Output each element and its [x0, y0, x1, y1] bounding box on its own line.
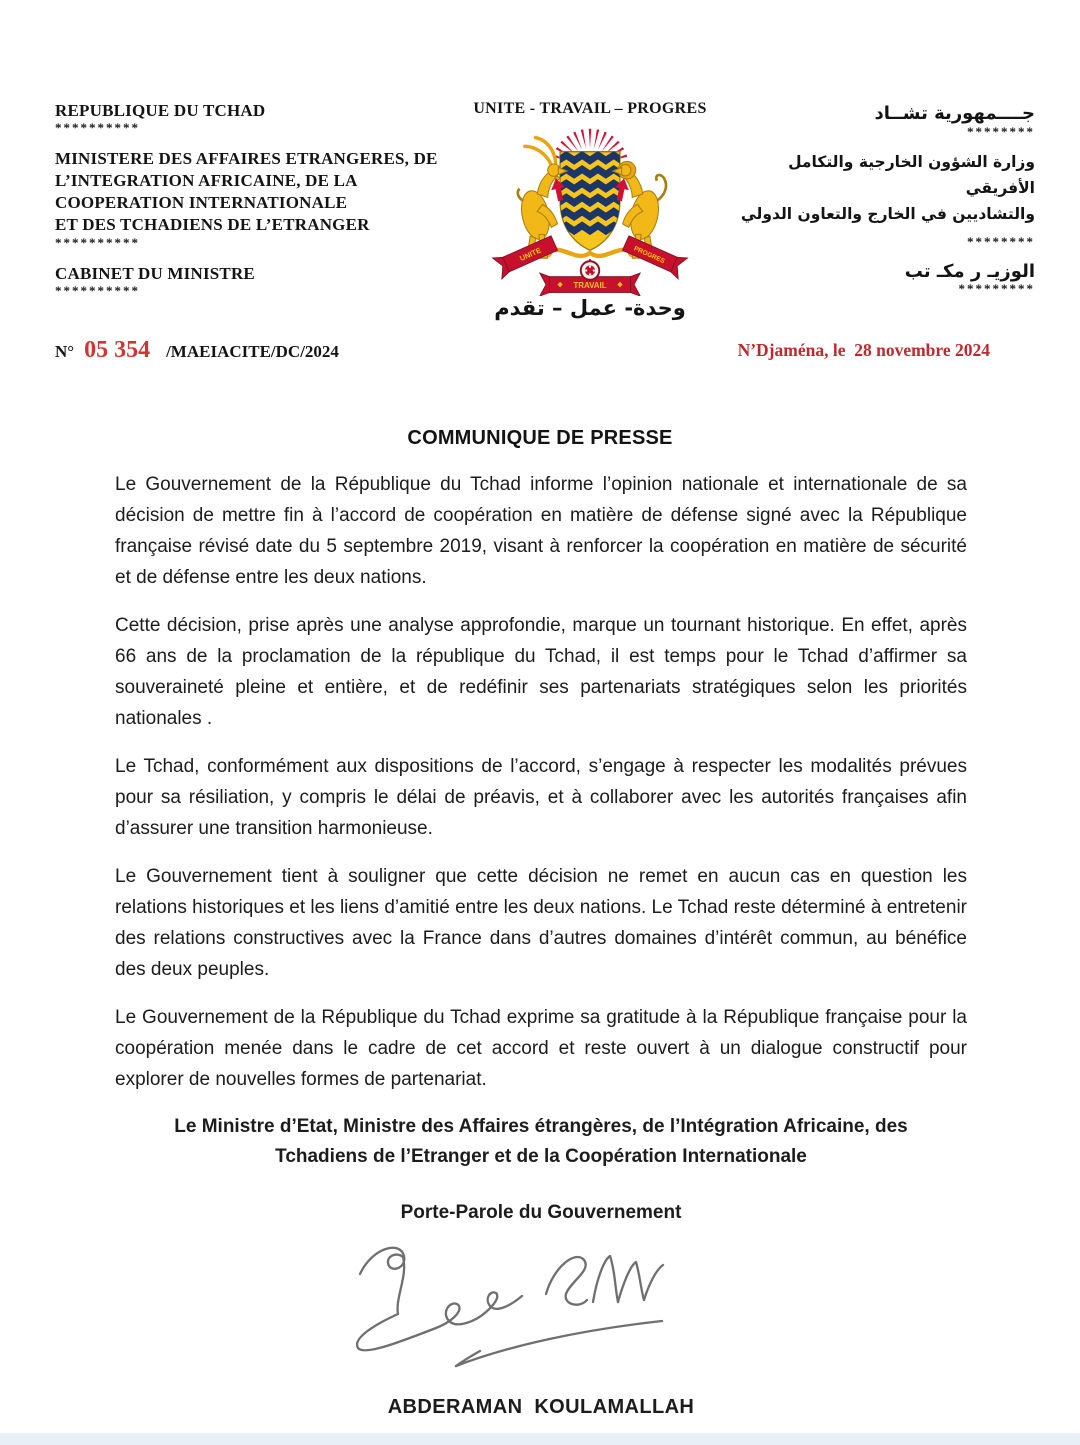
- header-left: [55, 101, 467, 296]
- scrollwork-icon: [545, 250, 636, 256]
- ministry-line-arabic: وزارة الشؤون الخارجية والتكامل الأفريقي: [788, 153, 1035, 197]
- signer-name: ABDERAMAN KOULAMALLAH: [387, 1396, 695, 1418]
- medal-icon: [581, 259, 599, 280]
- ministry-line: COOPERATION INTERNATIONALE: [55, 193, 348, 212]
- signature-area: [115, 1232, 967, 1392]
- ministry-name-arabic: [735, 149, 1035, 227]
- document-body: [115, 469, 967, 1423]
- stars-separator: **********: [55, 283, 140, 298]
- ministry-name: [55, 148, 467, 248]
- banner-unite-label: UNITE: [518, 245, 543, 263]
- banner-travail-label: TRAVAIL: [573, 280, 607, 290]
- reference-number: 05 354: [84, 337, 151, 363]
- paragraph-2: Cette décision, prise après une analyse approfondie, marque un tournant historique. En effet, après 66 ans de la proclamation de la république du Tchad, il est temps pour le Tchad d’affirmer sa souveraineté pleine et entière, et de redéfinir ses partenariats stratégiques selon les priorités nationales .: [115, 615, 967, 729]
- reference-line: [55, 337, 339, 364]
- reference-suffix: /MAEIACITE/DC/2024: [166, 342, 339, 361]
- paragraph-1: Le Gouvernement de la République du Tchad informe l’opinion nationale et internationale de sa décision de mettre fin à l’accord de coopération en matière de défense signé avec la République française révisé date du 5 septembre 2019, visant à renforcer la coopération en matière de sécurité et de défense entre les deux nations.: [115, 474, 967, 588]
- national-motto-ar: وحدة- عمل – تقدم: [494, 296, 686, 320]
- page-bottom-strip: [0, 1433, 1080, 1445]
- minister-title: Le Ministre d’Etat, Ministre des Affaires étrangères, de l’Intégration Africaine, des Tchadiens de l’Etranger et de la Coopération Internationale: [174, 1116, 908, 1167]
- dateline: N’Djaména, le 28 novembre 2024: [737, 340, 990, 360]
- handwritten-signature: [328, 1232, 708, 1382]
- country-name: REPUBLIQUE DU TCHAD: [55, 101, 266, 120]
- spokesperson-role: Porte-Parole du Gouvernement: [400, 1202, 682, 1223]
- stars-separator: **********: [55, 235, 140, 250]
- country-name-arabic: جــــمهورية تشــاد: [874, 103, 1035, 124]
- stars-separator: ********: [967, 124, 1035, 139]
- chad-coat-of-arms: [480, 120, 700, 296]
- ministry-line: L’INTEGRATION AFRICAINE, DE LA: [55, 171, 358, 190]
- national-motto-fr: UNITE - TRAVAIL – PROGRES: [473, 100, 707, 117]
- stars-separator: ********: [967, 234, 1035, 249]
- stars-separator: **********: [55, 120, 140, 135]
- stars-separator: *********: [958, 281, 1035, 296]
- paragraph-4: Le Gouvernement tient à souligner que cette décision ne remet en aucun cas en question les relations historiques et les liens d’amitié entre les deux nations. Le Tchad reste déterminé à entretenir des relations constructives avec la France dans d’autres domaines d’intérêt commun, au bénéfice des deux peuples.: [115, 866, 967, 980]
- header-center: [436, 100, 744, 320]
- document-title: COMMUNIQUE DE PRESSE: [407, 427, 673, 449]
- header-right: [735, 103, 1035, 294]
- ministry-line-arabic: والتشاديين في الخارج والتعاون الدولي: [740, 205, 1035, 223]
- ministry-line: ET DES TCHADIENS DE L’ETRANGER: [55, 215, 370, 234]
- banner-progres-label: PROGRES: [632, 245, 666, 266]
- cabinet-block: [55, 264, 467, 296]
- shield-icon: [558, 152, 621, 251]
- paragraph-3: Le Tchad, conformément aux dispositions de l’accord, s’engage à respecter les modalités prévues pour sa résiliation, y compris le délai de préavis, et à collaborer avec les autorités françaises afin d’assurer une transition harmonieuse.: [115, 756, 967, 839]
- reference-prefix: N°: [55, 342, 75, 361]
- cabinet-name-arabic: الوزيـ ر مكـ تب: [904, 261, 1035, 282]
- cabinet-name: CABINET DU MINISTRE: [55, 264, 255, 283]
- paragraph-5: Le Gouvernement de la République du Tchad exprime sa gratitude à la République française pour la coopération menée dans le cadre de cet accord et reste ouvert à un dialogue constructif pour explorer de nouvelles formes de partenariat.: [115, 1007, 967, 1090]
- ministry-line: MINISTERE DES AFFAIRES ETRANGERES, DE: [55, 149, 438, 168]
